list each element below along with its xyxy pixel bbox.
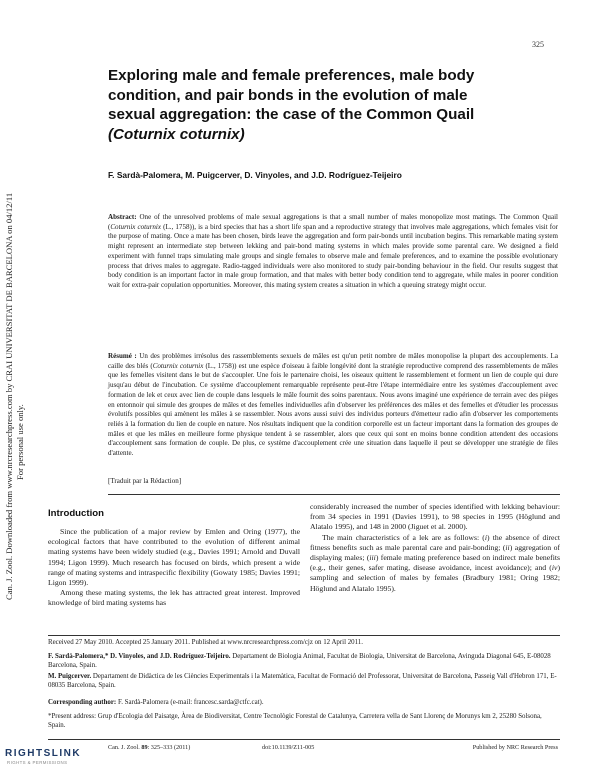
resume-species: Coturnix coturnix (152, 361, 204, 370)
journal-citation: Can. J. Zool. 89: 325–333 (2011) (108, 744, 191, 751)
info-divider (48, 635, 560, 636)
introduction-right-column (310, 502, 560, 594)
rightslink-logo-subtext: RIGHTS & PERMISSIONS (7, 760, 68, 765)
received-dates: Received 27 May 2010. Accepted 25 January 2011. Published at www.nrcresearchpress.com/cjz on 12 April 2011. (48, 639, 363, 646)
title-line1: Exploring male and female preferences, male body (108, 67, 475, 84)
footer-divider (48, 739, 560, 740)
abstract-divider (108, 494, 560, 495)
side-note-line1: Can. J. Zool. Downloaded from www.nrcresearchpress.com by CRAI UNIVERSITAT DE BARCELONA on 04/12/11 (4, 192, 14, 600)
resume: Résumé : Un des problèmes irrésolus des rassemblements sexuels de mâles est qu'un petit nombre de mâles monopolise la plupart des accouplements. La caille des blés (Coturnix coturnix (L., 1758)) est une espèce d'oiseau à faible longévité dont la stratégie reproductive comprend des rassemblements de mâles que les femelles visitent dans le but de s'accoupler. Une fois le partenaire choisi, les oiseaux quittent le rassemblement et forment un lien de couple qui dure jusqu'au début de l'incubation. Ce système d'accouplement remarquable représente peut-être l'étape intermédiaire entre les systèmes d'accouplement avec formation de lek et ceux avec lien de couple dans lesquels le mâle fournit des soins parentaux. Nous avons imaginé une expérience de terrain avec des pièges en entonnoir qui simule des groupes de mâles et des femelles individuelles afin d'observer les préférences des mâles et des femelles et d'étudier les processus évolutifs possibles qui amènent les mâles à se rassembler. Nous avons aussi suivi des individus porteurs d'émetteur radio afin d'observer les comportements reliés à la formation du lien de couple en nature. Nos résultats indiquent que la condition corporelle est un facteur important dans la formation des groupes de mâles et que les mâles en meilleure forme physique tendent à se rassembler, alors que ceux qui sont en moins bonne condition attendent des occasions d'accouplement sans formation de couple. De plus, ce système d'accouplement crée une situation dans laquelle il peut se développer une stratégie de files d'attente. (108, 352, 558, 458)
translation-note: [Traduit par la Rédaction] (108, 477, 182, 485)
publisher-line: Published by NRC Research Press (472, 744, 558, 751)
title-line3: sexual aggregation: the case of the Common Quail (108, 106, 475, 124)
side-note-line2: For personal use only. (15, 404, 25, 480)
title-line2: condition, and pair bonds in the evolution of male (108, 86, 468, 104)
download-side-note (4, 180, 30, 600)
doi[interactable]: doi:10.1139/Z11-005 (262, 744, 315, 751)
corresponding-author: Corresponding author: F. Sardà-Palomera (e-mail: francesc.sarda@ctfc.cat). (48, 699, 264, 706)
introduction-heading: Introduction (48, 508, 104, 519)
title-species: (Coturnix coturnix) (108, 125, 245, 143)
introduction-left-column (48, 527, 300, 609)
rightslink-logo-text: RIGHTSLINK (5, 748, 82, 759)
author-list: F. Sardà-Palomera, M. Puigcerver, D. Vinyoles, and J.D. Rodríguez-Teijeiro (108, 170, 402, 180)
abstract: Abstract: One of the unresolved problems of male sexual aggregations is that a small number of males monopolize most matings. The Common Quail (Coturnix coturnix (L., 1758)), is a bird species that has a short life span and a reproductive strategy that involves male aggregations, which females visit for the purpose of mating. Once a mate has been chosen, birds leave the aggregation and form pair-bonds until incubation begins. This remarkable mating system might represent an intermediate step between lekking and pair-bond mating systems in which males provide some parental care. We designed a field experiment with funnel traps simulating male groups and single females to observe male and female preferences, and to examine the possible evolutionary process that drives males to aggregate. Radio-tagged individuals were also monitored to study pair-bonding behaviour in the field. Our results suggest that body condition is an important factor in male group formation, and that males with better body condition tend to aggregate, while males in poorer condition wait for extra-pair copulation opportunities. Moreover, this mating system creates a situation in which a queuing strategy might occur. (108, 213, 558, 289)
page-number: 325 (532, 40, 544, 49)
intro-paragraph-3: considerably increased the number of species identified with lekking behaviour: from 34 species in 1991 (Davies 1991), to 98 species in 1995 (Höglund and Alatalo 1995), and 148 in 2000 (Jiguet et al. 2000). (310, 502, 560, 532)
article-title (108, 66, 558, 144)
resume-label: Résumé : (108, 352, 137, 360)
affiliation-1: F. Sardà-Palomera,* D. Vinyoles, and J.D. Rodríguez-Teijeiro. Departament de Biologia Animal, Facultat de Biologia, Universitat de Barcelona, Avinguda Diagonal 645, E-08028 Barcelona, Spain. (48, 653, 551, 670)
intro-paragraph-1: Since the publication of a major review by Emlen and Oring (1977), the ecological factors that have contributed to the evolution of different animal mating systems have been widely studied (e.g., Davies 1991; Arnold and Duvall 1994; Ligon 1999). Much research has focused on birds, which present a wide range of mating systems and intraspecific flexibility (Gowaty 1985; Davies 1991; Ligon 1999). (48, 527, 300, 588)
present-address: *Present address: Grup d'Ecologia del Paisatge, Àrea de Biodiversitat, Centre Tecnològic Forestal de Catalunya, Carretera vella de Sant Llorenç de Morunys km 2, 25280 Solsona, Spain. (48, 713, 542, 730)
abstract-species: Coturnix coturnix (110, 222, 162, 231)
rightslink-logo[interactable] (5, 748, 83, 770)
intro-paragraph-2: Among these mating systems, the lek has attracted great interest. Improved knowledge of bird mating systems has (48, 588, 300, 608)
abstract-label: Abstract: (108, 213, 137, 221)
intro-paragraph-4: The main characteristics of a lek are as follows: (i) the absence of direct fitness benefits such as male parental care and pair-bonding; (ii) aggregation of displaying males; (iii) female mating preference based on indirect male benefits (e.g., their genes, safer mating, disease avoidance, incest avoidance); and (iv) sampling and selection of males by females (Bradbury 1981; Oring 1982; Höglund and Alatalo 1995). (310, 532, 560, 593)
affiliation-2: M. Puigcerver. Departament de Didàctica de les Ciències Experimentals i la Matemàtica, Facultat de Formació del Professorat, Universitat de Barcelona, Passeig Vall d'Hebron 171, E-08035 Barcelona, Spain. (48, 673, 557, 690)
